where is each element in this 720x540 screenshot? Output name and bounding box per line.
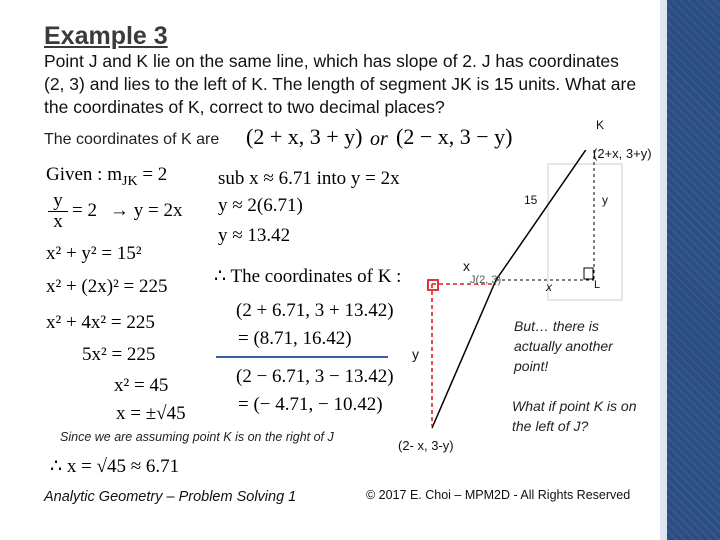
work-line-9: ∴ x = √45 ≈ 6.71 [50,456,180,477]
slope-numerator: y [48,191,68,212]
work-right-5: (2 + 6.71, 3 + 13.42) [236,300,394,321]
label-y-lower: y [412,346,419,362]
work-right-1: sub x ≈ 6.71 into y = 2x [218,168,400,189]
note-left-of-j: What if point K is on the left of J? [512,398,637,434]
label-x-bottom: x [546,280,552,294]
divider-line [216,356,388,358]
note-another-point: But… there is actually another point! [514,318,613,374]
label-j: J(2, 3) [470,274,502,286]
coord-expression-1: (2 + x, 3 + y) [246,124,363,149]
work-line-8: x = ±√45 [116,403,186,424]
work-line-6: 5x² = 225 [82,344,156,365]
work-right-7: (2 − 6.71, 3 − 13.42) [236,366,394,387]
coordinates-label: The coordinates of K are [44,131,220,148]
work-line-5: x² + 4x² = 225 [46,312,155,333]
work-right-2: y ≈ 2(6.71) [218,195,303,216]
decorative-sidebar [667,0,720,540]
given-text: Given : m [46,164,122,185]
problem-statement: Point J and K lie on the same line, which has slope of 2. J has coordinates (2, 3) and lies to the left of K. The length of segment JK is 15 units. What are the coordinates of K, correct to two decimal places? [44,51,637,117]
work-right-6: = (8.71, 16.42) [238,328,352,349]
footer-copyright: © 2017 E. Choi – MPM2D - All Rights Reserved [366,488,631,502]
slope-denominator: x [53,211,63,232]
work-line-7: x² = 45 [114,375,169,396]
footer-title: Analytic Geometry – Problem Solving 1 [44,489,297,505]
red-right-angle [428,280,438,290]
coord-expression-2: (2 − x, 3 − y) [396,124,513,149]
given-value: = 2 [137,164,168,185]
work-line-4: x² + (2x)² = 225 [46,276,168,297]
work-right-3: y ≈ 13.42 [218,225,291,246]
given-line [46,164,167,190]
label-x-top: x [463,258,470,274]
label-k-coords: (2+x, 3+y) [593,146,652,161]
segment-lower [432,280,496,428]
work-line-3: x² + y² = 15² [46,243,142,264]
given-subscript: JK [122,173,138,189]
label-k: K [596,118,605,132]
coord-or: or [370,128,388,150]
slope-arrow: → y = 2x [110,200,183,221]
label-l: L [594,279,601,291]
work-right-4: ∴ The coordinates of K : [214,266,402,287]
label-lower-coords: (2- x, 3-y) [398,438,454,453]
sidebar-edge [660,0,667,540]
label-y-right: y [602,193,608,207]
label-15: 15 [524,193,538,207]
diagram-label-box [548,164,622,300]
slope-equals: = 2 [72,200,97,221]
assumption-note: Since we are assuming point K is on the right of J [60,430,334,444]
slope-fraction [48,191,68,232]
slide-title: Example 3 [44,22,168,50]
work-right-8: = (− 4.71, − 10.42) [238,394,383,415]
